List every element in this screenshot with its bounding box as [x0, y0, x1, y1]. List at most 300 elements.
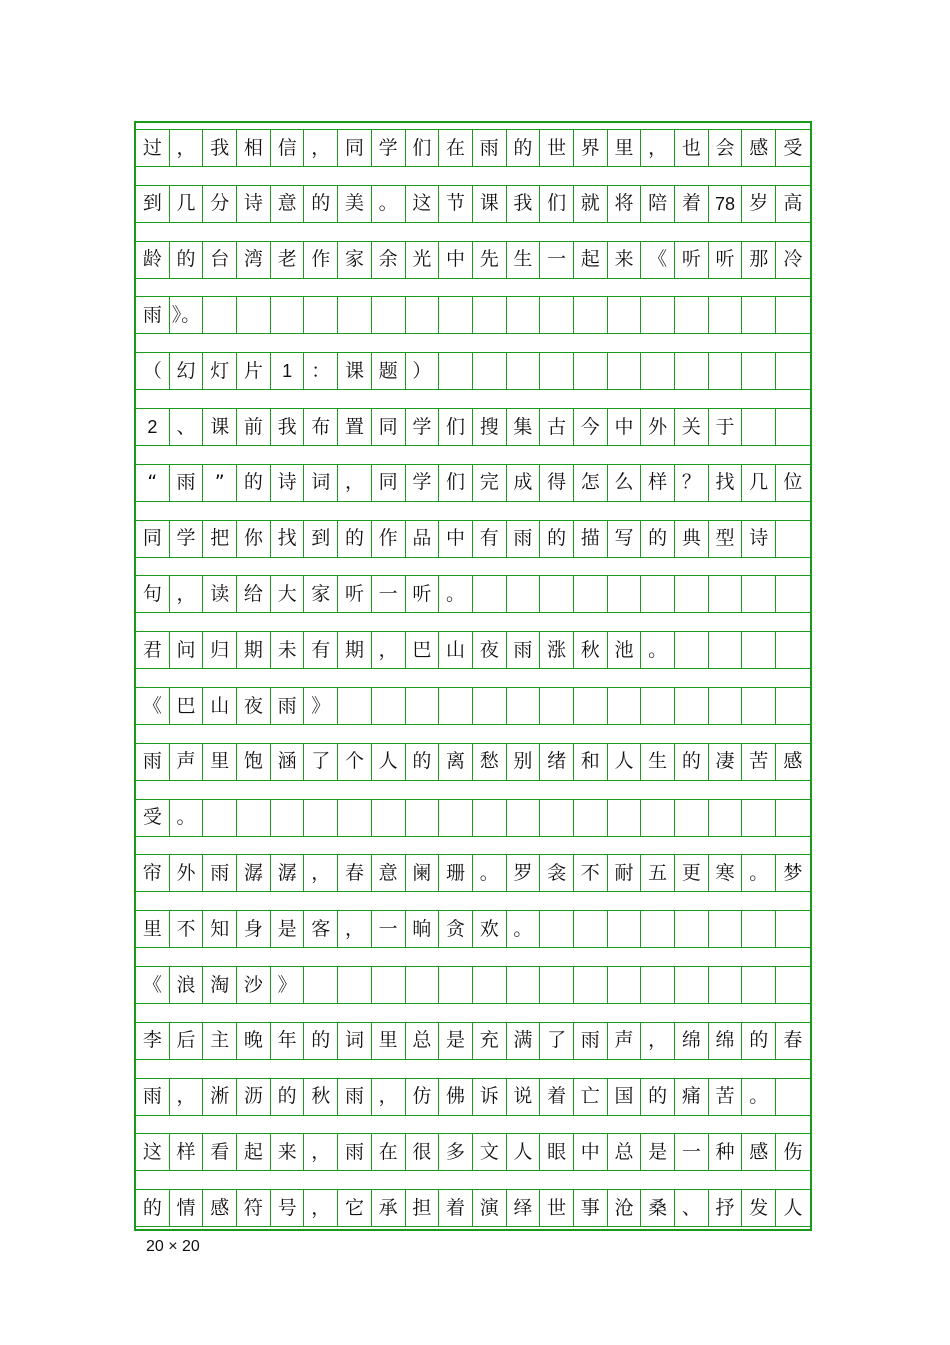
- grid-cell: 片: [237, 352, 271, 390]
- grid-cell: 和: [574, 743, 608, 781]
- grid-cell: 一: [372, 575, 406, 613]
- grid-cell: [776, 408, 810, 446]
- grid-cell: 意: [372, 854, 406, 892]
- grid-cell: 诗: [271, 464, 305, 502]
- grid-cell: 的: [170, 241, 204, 279]
- grid-cell: 冷: [776, 241, 810, 279]
- grid-cell: ，: [372, 1078, 406, 1116]
- grid-cell: 淅: [203, 1078, 237, 1116]
- grid-cell: ”: [203, 464, 237, 502]
- grid-cell: 里: [203, 743, 237, 781]
- grid-cell: [439, 799, 473, 837]
- grid-cell: 你: [237, 520, 271, 558]
- grid-cell: 佛: [439, 1078, 473, 1116]
- grid-cell: 几: [742, 464, 776, 502]
- grid-cell: 主: [203, 1022, 237, 1060]
- grid-cell: 生: [507, 241, 541, 279]
- grid-cell: 着: [439, 1189, 473, 1227]
- grid-cell: 写: [608, 520, 642, 558]
- grid-cell: [439, 352, 473, 390]
- grid-cell: 陪: [641, 185, 675, 223]
- grid-cell: 不: [574, 854, 608, 892]
- grid-cell: 总: [608, 1133, 642, 1171]
- grid-cell: [776, 575, 810, 613]
- grid-cell: ？: [675, 464, 709, 502]
- grid-cell: 雨: [136, 743, 170, 781]
- grid-cell: [709, 799, 743, 837]
- grid-cell: 相: [237, 129, 271, 167]
- grid-cell: [507, 687, 541, 725]
- grid-cell: 成: [507, 464, 541, 502]
- grid-cell: 饱: [237, 743, 271, 781]
- grid-cell: 同: [136, 520, 170, 558]
- grid-cell: [271, 296, 305, 334]
- grid-cell: 绵: [675, 1022, 709, 1060]
- grid-cell: 高: [776, 185, 810, 223]
- grid-cell: 给: [237, 575, 271, 613]
- grid-cell: 品: [406, 520, 440, 558]
- grid-cell: [372, 296, 406, 334]
- grid-cell: 信: [271, 129, 305, 167]
- grid-cell: 也: [675, 129, 709, 167]
- grid-cell: 这: [406, 185, 440, 223]
- grid-cell: [776, 799, 810, 837]
- grid-cell: 仿: [406, 1078, 440, 1116]
- grid-cell: 幻: [170, 352, 204, 390]
- grid-cell: [742, 631, 776, 669]
- grid-cell: [574, 352, 608, 390]
- grid-cell: 涵: [271, 743, 305, 781]
- grid-row: [136, 408, 810, 446]
- grid-cell: 今: [574, 408, 608, 446]
- grid-cell: 找: [709, 464, 743, 502]
- grid-row: [136, 296, 810, 334]
- grid-cell: 苦: [742, 743, 776, 781]
- grid-cell: [507, 966, 541, 1004]
- grid-cell: 学: [372, 129, 406, 167]
- grid-cell: （: [136, 352, 170, 390]
- grid-cell: 更: [675, 854, 709, 892]
- grid-cell: 学: [406, 464, 440, 502]
- grid-cell: 们: [540, 185, 574, 223]
- grid-cell: 身: [237, 910, 271, 948]
- grid-cell: 学: [406, 408, 440, 446]
- grid-cell: 中: [439, 241, 473, 279]
- grid-cell: 声: [608, 1022, 642, 1060]
- grid-cell: [203, 799, 237, 837]
- grid-cell: 雨: [338, 1133, 372, 1171]
- grid-row: [136, 520, 810, 558]
- grid-cell: “: [136, 464, 170, 502]
- grid-cell: 到: [136, 185, 170, 223]
- grid-cell: ，: [338, 910, 372, 948]
- grid-cell: 是: [641, 1133, 675, 1171]
- grid-cell: 搜: [473, 408, 507, 446]
- grid-cell: 雨: [136, 296, 170, 334]
- grid-cell: 归: [203, 631, 237, 669]
- grid-cell: 里: [136, 910, 170, 948]
- grid-cell: 湾: [237, 241, 271, 279]
- grid-cell: 雨: [473, 129, 507, 167]
- grid-cell: 潺: [237, 854, 271, 892]
- grid-cell: 雨: [170, 464, 204, 502]
- grid-cell: 潺: [271, 854, 305, 892]
- grid-cell: [675, 966, 709, 1004]
- grid-cell: [574, 575, 608, 613]
- grid-cell: 伤: [776, 1133, 810, 1171]
- grid-cell: 夜: [473, 631, 507, 669]
- grid-cell: 。: [742, 854, 776, 892]
- grid-cell: [709, 296, 743, 334]
- grid-cell: 阑: [406, 854, 440, 892]
- grid-cell: 样: [170, 1133, 204, 1171]
- grid-cell: [776, 1078, 810, 1116]
- grid-cell: [608, 910, 642, 948]
- grid-cell: [608, 687, 642, 725]
- grid-cell: 的: [641, 1078, 675, 1116]
- grid-cell: 《: [136, 687, 170, 725]
- grid-row: [136, 464, 810, 502]
- grid-cell: 世: [540, 129, 574, 167]
- grid-cell: 担: [406, 1189, 440, 1227]
- grid-cell: 情: [170, 1189, 204, 1227]
- grid-cell: 夜: [237, 687, 271, 725]
- grid-cell: 充: [473, 1022, 507, 1060]
- grid-cell: 耐: [608, 854, 642, 892]
- grid-row: [136, 1189, 810, 1227]
- grid-cell: [776, 631, 810, 669]
- grid-cell: [742, 296, 776, 334]
- grid-cell: 受: [776, 129, 810, 167]
- grid-row: [136, 241, 810, 279]
- grid-cell: [406, 966, 440, 1004]
- grid-cell: [641, 296, 675, 334]
- grid-cell: 眼: [540, 1133, 574, 1171]
- grid-cell: 它: [338, 1189, 372, 1227]
- grid-cell: 在: [439, 129, 473, 167]
- grid-cell: 。: [372, 185, 406, 223]
- grid-cell: 别: [507, 743, 541, 781]
- grid-cell: 们: [439, 408, 473, 446]
- grid-cell: 很: [406, 1133, 440, 1171]
- grid-cell: [709, 687, 743, 725]
- grid-row: [136, 1078, 810, 1116]
- grid-cell: 春: [338, 854, 372, 892]
- grid-cell: 家: [338, 241, 372, 279]
- grid-cell: [439, 966, 473, 1004]
- grid-cell: 愁: [473, 743, 507, 781]
- grid-cell: 的: [304, 1022, 338, 1060]
- grid-cell: 岁: [742, 185, 776, 223]
- grid-cell: [338, 799, 372, 837]
- grid-cell: 78: [709, 185, 743, 223]
- grid-cell: 雨: [338, 1078, 372, 1116]
- grid-cell: 集: [507, 408, 541, 446]
- grid-cell: 》: [304, 687, 338, 725]
- grid-cell: 来: [271, 1133, 305, 1171]
- grid-cell: 先: [473, 241, 507, 279]
- grid-cell: [776, 966, 810, 1004]
- grid-cell: 句: [136, 575, 170, 613]
- grid-cell: 同: [338, 129, 372, 167]
- grid-cell: ，: [304, 129, 338, 167]
- grid-cell: 外: [641, 408, 675, 446]
- grid-cell: 诗: [742, 520, 776, 558]
- grid-cell: 种: [709, 1133, 743, 1171]
- grid-cell: [439, 687, 473, 725]
- grid-cell: 中: [439, 520, 473, 558]
- grid-cell: 生: [641, 743, 675, 781]
- grid-cell: [574, 799, 608, 837]
- grid-cell: 大: [271, 575, 305, 613]
- grid-cell: [271, 799, 305, 837]
- grid-cell: 在: [372, 1133, 406, 1171]
- grid-cell: 贪: [439, 910, 473, 948]
- grid-cell: 词: [304, 464, 338, 502]
- grid-cell: ，: [641, 1022, 675, 1060]
- grid-cell: 了: [304, 743, 338, 781]
- grid-cell: [675, 687, 709, 725]
- grid-cell: 罗: [507, 854, 541, 892]
- grid-cell: 桑: [641, 1189, 675, 1227]
- grid-cell: [540, 352, 574, 390]
- grid-cell: 词: [338, 1022, 372, 1060]
- grid-cell: 梦: [776, 854, 810, 892]
- grid-cell: ，: [338, 464, 372, 502]
- grid-cell: 找: [271, 520, 305, 558]
- grid-cell: [608, 575, 642, 613]
- grid-cell: ，: [372, 631, 406, 669]
- grid-cell: ，: [170, 1078, 204, 1116]
- grid-cell: 诉: [473, 1078, 507, 1116]
- grid-cell: 抒: [709, 1189, 743, 1227]
- grid-cell: 巴: [406, 631, 440, 669]
- grid-cell: 的: [742, 1022, 776, 1060]
- grid-cell: [473, 687, 507, 725]
- grid-cell: 是: [439, 1022, 473, 1060]
- grid-cell: [574, 687, 608, 725]
- grid-cell: 淘: [203, 966, 237, 1004]
- grid-cell: ，: [641, 129, 675, 167]
- grid-cell: 样: [641, 464, 675, 502]
- grid-cell: [507, 296, 541, 334]
- grid-cell: 绪: [540, 743, 574, 781]
- grid-cell: 春: [776, 1022, 810, 1060]
- grid-cell: 。: [742, 1078, 776, 1116]
- grid-cell: 美: [338, 185, 372, 223]
- grid-cell: 的: [406, 743, 440, 781]
- grid-cell: [742, 408, 776, 446]
- grid-cell: 。: [439, 575, 473, 613]
- grid-cell: 余: [372, 241, 406, 279]
- grid-cell: 的: [507, 129, 541, 167]
- grid-cell: 外: [170, 854, 204, 892]
- grid-cell: 台: [203, 241, 237, 279]
- grid-cell: 课: [203, 408, 237, 446]
- grid-cell: [507, 352, 541, 390]
- grid-row: [136, 631, 810, 669]
- grid-cell: 老: [271, 241, 305, 279]
- grid-cell: 家: [304, 575, 338, 613]
- grid-cell: 龄: [136, 241, 170, 279]
- grid-cell: 看: [203, 1133, 237, 1171]
- grid-cell: 关: [675, 408, 709, 446]
- grid-cell: 2: [136, 408, 170, 446]
- grid-cell: 将: [608, 185, 642, 223]
- grid-cell: 人: [776, 1189, 810, 1227]
- grid-row: [136, 352, 810, 390]
- grid-cell: 苦: [709, 1078, 743, 1116]
- grid-cell: [608, 296, 642, 334]
- grid-cell: 的: [304, 185, 338, 223]
- grid-cell: [473, 575, 507, 613]
- grid-cell: [675, 631, 709, 669]
- grid-cell: [641, 575, 675, 613]
- grid-cell: 中: [574, 1133, 608, 1171]
- grid-cell: 演: [473, 1189, 507, 1227]
- grid-cell: 布: [304, 408, 338, 446]
- grid-cell: 绵: [709, 1022, 743, 1060]
- grid-cell: [540, 966, 574, 1004]
- grid-cell: [641, 910, 675, 948]
- grid-cell: 寒: [709, 854, 743, 892]
- grid-cell: 怎: [574, 464, 608, 502]
- grid-cell: 同: [372, 464, 406, 502]
- grid-cell: 的: [540, 520, 574, 558]
- grid-cell: 人: [507, 1133, 541, 1171]
- grid-cell: ：: [304, 352, 338, 390]
- grid-cell: 典: [675, 520, 709, 558]
- grid-cell: 。: [641, 631, 675, 669]
- grid-cell: 一: [372, 910, 406, 948]
- grid-cell: 起: [574, 241, 608, 279]
- grid-cell: [776, 352, 810, 390]
- grid-cell: 课: [338, 352, 372, 390]
- grid-cell: 意: [271, 185, 305, 223]
- grid-cell: 们: [439, 464, 473, 502]
- grid-cell: 发: [742, 1189, 776, 1227]
- grid-cell: 晌: [406, 910, 440, 948]
- grid-cell: 来: [608, 241, 642, 279]
- grid-cell: [776, 520, 810, 558]
- grid-cell: [540, 910, 574, 948]
- grid-cell: 国: [608, 1078, 642, 1116]
- grid-cell: 君: [136, 631, 170, 669]
- grid-cell: 着: [540, 1078, 574, 1116]
- grid-cell: 满: [507, 1022, 541, 1060]
- grid-cell: [574, 910, 608, 948]
- grid-cell: 未: [271, 631, 305, 669]
- grid-cell: [641, 352, 675, 390]
- grid-cell: [338, 687, 372, 725]
- grid-cell: [304, 966, 338, 1004]
- grid-cell: 山: [439, 631, 473, 669]
- grid-cell: 山: [203, 687, 237, 725]
- grid-cell: [574, 966, 608, 1004]
- grid-cell: 分: [203, 185, 237, 223]
- manuscript-grid: [134, 121, 812, 1231]
- grid-row: [136, 185, 810, 223]
- grid-cell: 》: [271, 966, 305, 1004]
- grid-cell: 承: [372, 1189, 406, 1227]
- grid-row: [136, 575, 810, 613]
- grid-cell: 世: [540, 1189, 574, 1227]
- grid-cell: 有: [304, 631, 338, 669]
- grid-cell: 离: [439, 743, 473, 781]
- grid-cell: 。: [507, 910, 541, 948]
- grid-cell: 符: [237, 1189, 271, 1227]
- grid-cell: 描: [574, 520, 608, 558]
- grid-cell: [742, 687, 776, 725]
- grid-cell: 1: [271, 352, 305, 390]
- grid-cell: [742, 575, 776, 613]
- grid-cell: [675, 799, 709, 837]
- grid-cell: 巴: [170, 687, 204, 725]
- grid-cell: [372, 966, 406, 1004]
- grid-cell: [608, 352, 642, 390]
- grid-cell: [709, 631, 743, 669]
- grid-cell: 多: [439, 1133, 473, 1171]
- grid-cell: 不: [170, 910, 204, 948]
- grid-row: [136, 799, 810, 837]
- grid-cell: 衾: [540, 854, 574, 892]
- grid-cell: 古: [540, 408, 574, 446]
- grid-cell: 池: [608, 631, 642, 669]
- grid-cell: 沙: [237, 966, 271, 1004]
- grid-cell: [540, 575, 574, 613]
- grid-cell: 雨: [574, 1022, 608, 1060]
- grid-cell: 的: [641, 520, 675, 558]
- grid-cell: [372, 687, 406, 725]
- grid-cell: 痛: [675, 1078, 709, 1116]
- grid-cell: 把: [203, 520, 237, 558]
- grid-cell: [742, 352, 776, 390]
- grid-cell: 后: [170, 1022, 204, 1060]
- grid-cell: 是: [271, 910, 305, 948]
- grid-cell: 同: [372, 408, 406, 446]
- grid-cell: 节: [439, 185, 473, 223]
- grid-cell: [473, 352, 507, 390]
- grid-cell: 我: [203, 129, 237, 167]
- grid-cell: 一: [675, 1133, 709, 1171]
- grid-cell: 的: [271, 1078, 305, 1116]
- grid-cell: 号: [271, 1189, 305, 1227]
- grid-cell: [237, 799, 271, 837]
- grid-cell: [540, 687, 574, 725]
- grid-cell: ，: [304, 1189, 338, 1227]
- grid-cell: 知: [203, 910, 237, 948]
- grid-cell: 。: [473, 854, 507, 892]
- grid-cell: 雨: [507, 520, 541, 558]
- grid-cell: [742, 910, 776, 948]
- grid-cell: [473, 296, 507, 334]
- grid-cell: 晚: [237, 1022, 271, 1060]
- grid-cell: 的: [675, 743, 709, 781]
- grid-cell: 前: [237, 408, 271, 446]
- grid-cell: [641, 687, 675, 725]
- grid-row: [136, 910, 810, 948]
- grid-cell: 作: [304, 241, 338, 279]
- grid-cell: 声: [170, 743, 204, 781]
- grid-cell: 《: [641, 241, 675, 279]
- grid-row: [136, 1133, 810, 1171]
- grid-cell: 那: [742, 241, 776, 279]
- grid-cell: [709, 910, 743, 948]
- grid-cell: 欢: [473, 910, 507, 948]
- grid-cell: 就: [574, 185, 608, 223]
- grid-cell: [372, 799, 406, 837]
- grid-cell: 感: [776, 743, 810, 781]
